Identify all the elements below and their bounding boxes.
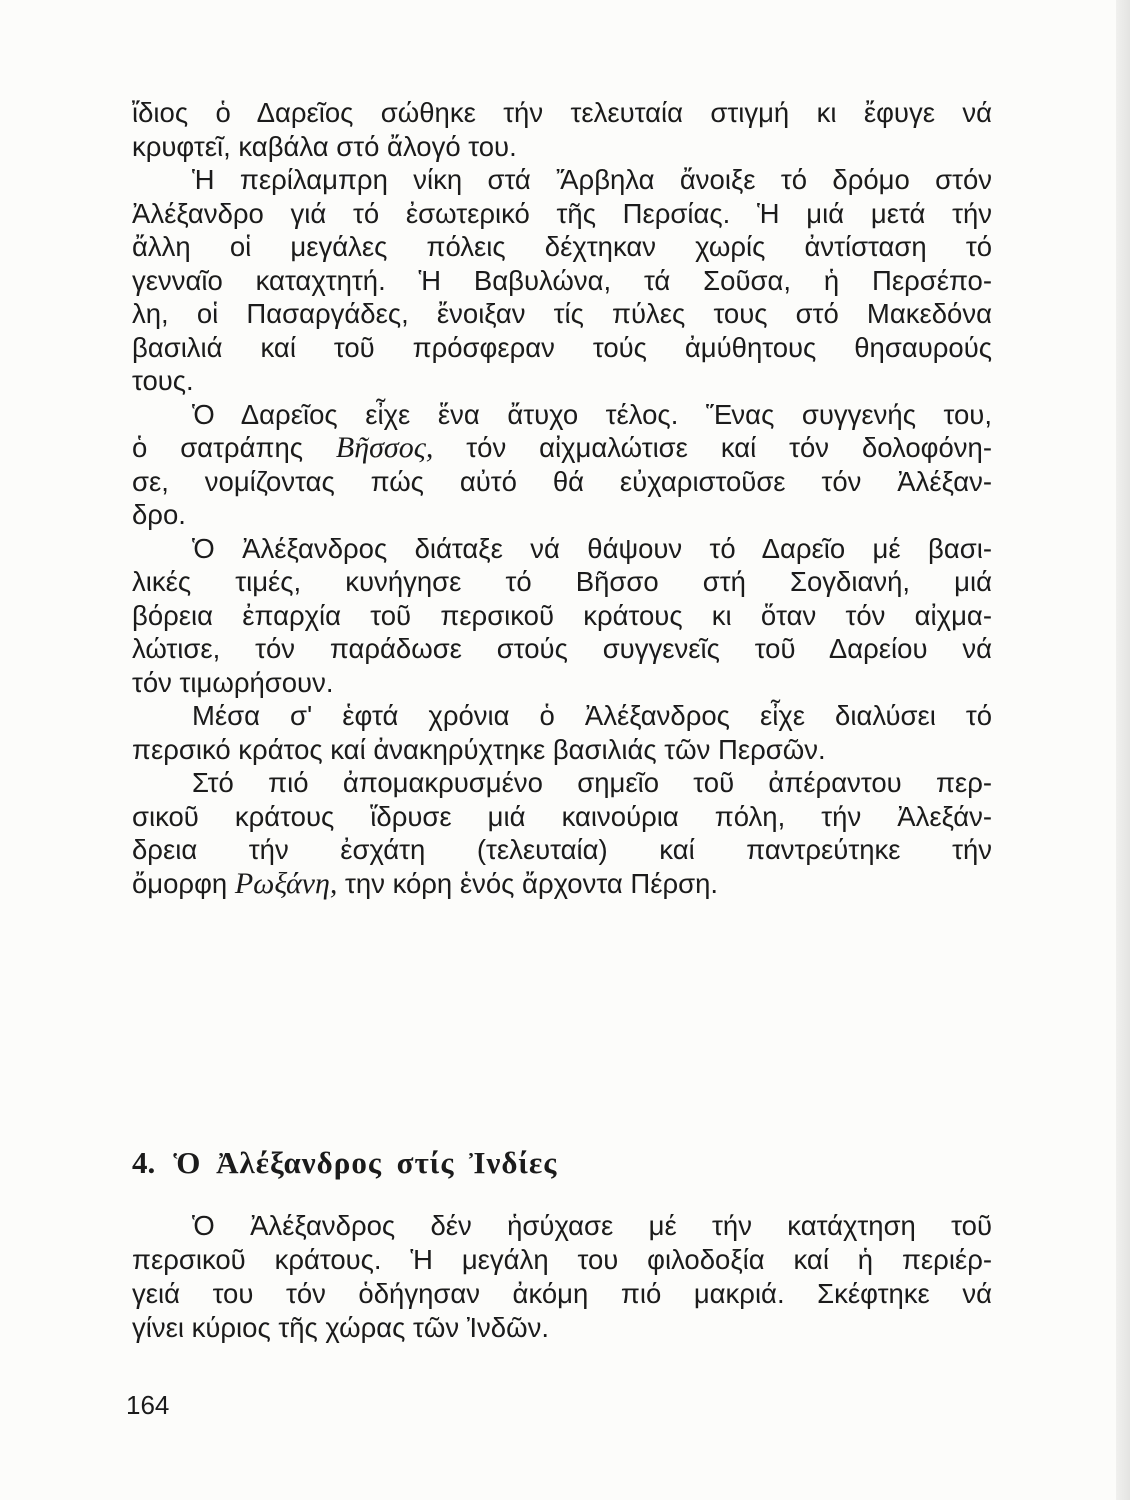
- page-binding-edge: [1116, 0, 1130, 1500]
- text-line: Στό πιό ἀπομακρυσμένο σημεῖο τοῦ ἀπέραντου περ-: [192, 767, 992, 798]
- page-number: 164: [126, 1390, 170, 1420]
- text-line: Ἀλέξανδρο γιά τό ἐσωτερικό τῆς Περσίας. Ἡ μιά μετά τήν: [132, 197, 992, 229]
- text-line: κρυφτεῖ, καβάλα στό ἄλογό του.: [132, 130, 517, 162]
- text-line: Μέσα σ' ἑφτά χρόνια ὁ Ἀλέξανδρος εἶχε διαλύσει τό: [192, 700, 992, 731]
- text-line: Ὁ Ἀλέξανδρος διάταξε νά θάψουν τό Δαρεῖο μέ βασι-: [192, 532, 992, 564]
- text-line: βόρεια ἐπαρχία τοῦ περσικοῦ κράτους κι ὅταν τόν αἰχμα-: [132, 599, 992, 631]
- name-roxane: Ρωξάνη,: [234, 866, 338, 900]
- text-line: γενναῖο καταχτητή. Ἡ Βαβυλώνα, τά Σοῦσα, ἡ Περσέπο-: [132, 264, 992, 296]
- text-segment: την κόρη ἑνός ἄρχοντα Πέρση.: [337, 867, 719, 899]
- text-line: Ὁ Δαρεῖος εἶχε ἕνα ἄτυχο τέλος. Ἕνας συγγενής του,: [192, 398, 992, 430]
- text-line: περσικό κράτος καί ἀνακηρύχτηκε βασιλιάς τῶν Περσῶν.: [132, 733, 826, 765]
- text-line: σε, νομίζοντας πώς αὐτό θά εὐχαριστοῦσε τόν Ἀλέξαν-: [132, 465, 992, 497]
- text-line: γειά του τόν ὁδήγησαν ἀκόμη πιό μακριά. Σκέφτηκε νά: [132, 1278, 992, 1309]
- text-segment: ὄμορφη: [132, 867, 235, 899]
- text-line: ἄλλη οἱ μεγάλες πόλεις δέχτηκαν χωρίς ἀντίσταση τό: [132, 231, 992, 262]
- text-line: Ὁ Ἀλέξανδρος δέν ἡσύχασε μέ τήν κατάχτηση τοῦ: [192, 1210, 992, 1241]
- section-title: Ὁ Ἀλέξανδρος στίς Ἰνδίες: [173, 1145, 558, 1180]
- text-line: περσικοῦ κράτους. Ἡ μεγάλη του φιλοδοξία καί ἡ περιέρ-: [132, 1244, 992, 1275]
- body-text-bottom: [132, 1209, 992, 1345]
- name-bessos: Βῆσσος,: [335, 431, 434, 464]
- text-line-roxane: [132, 867, 992, 901]
- text-line-bessos: [132, 431, 992, 465]
- text-line: δρεια τήν ἐσχάτη (τελευταία) καί παντρεύτηκε τήν: [132, 834, 992, 865]
- text-line: λικές τιμές, κυνήγησε τό Βῆσσο στή Σογδιανή, μιά: [132, 566, 992, 597]
- text-line: λώτισε, τόν παράδωσε στούς συγγενεῖς τοῦ Δαρείου νά: [132, 633, 992, 664]
- text-line: τους.: [132, 365, 194, 396]
- text-line: λη, οἱ Πασαργάδες, ἔνοιξαν τίς πύλες τους στό Μακεδόνα: [132, 298, 992, 329]
- text-line: βασιλιά καί τοῦ πρόσφεραν τούς ἀμύθητους θησαυρούς: [132, 331, 992, 363]
- text-line: ἴδιος ὁ Δαρεῖος σώθηκε τήν τελευταία στιγμή κι ἔφυγε νά: [132, 97, 992, 128]
- text-line: σικοῦ κράτους ἵδρυσε μιά καινούρια πόλη, τήν Ἀλεξάν-: [132, 800, 992, 832]
- section-number: 4.: [132, 1145, 156, 1180]
- text-segment: τόν αἰχμαλώτισε καί τόν δολοφόνη-: [433, 432, 992, 463]
- text-line: Ἡ περίλαμπρη νίκη στά Ἄρβηλα ἄνοιξε τό δρόμο στόν: [192, 164, 992, 195]
- body-text-top: [132, 96, 992, 900]
- text-line: τόν τιμωρήσουν.: [132, 666, 334, 698]
- text-line: γίνει κύριος τῆς χώρας τῶν Ἰνδῶν.: [132, 1312, 549, 1343]
- text-segment: ὁ σατράπης: [132, 432, 336, 463]
- text-line: δρο.: [132, 499, 186, 530]
- section-heading: [132, 1145, 992, 1181]
